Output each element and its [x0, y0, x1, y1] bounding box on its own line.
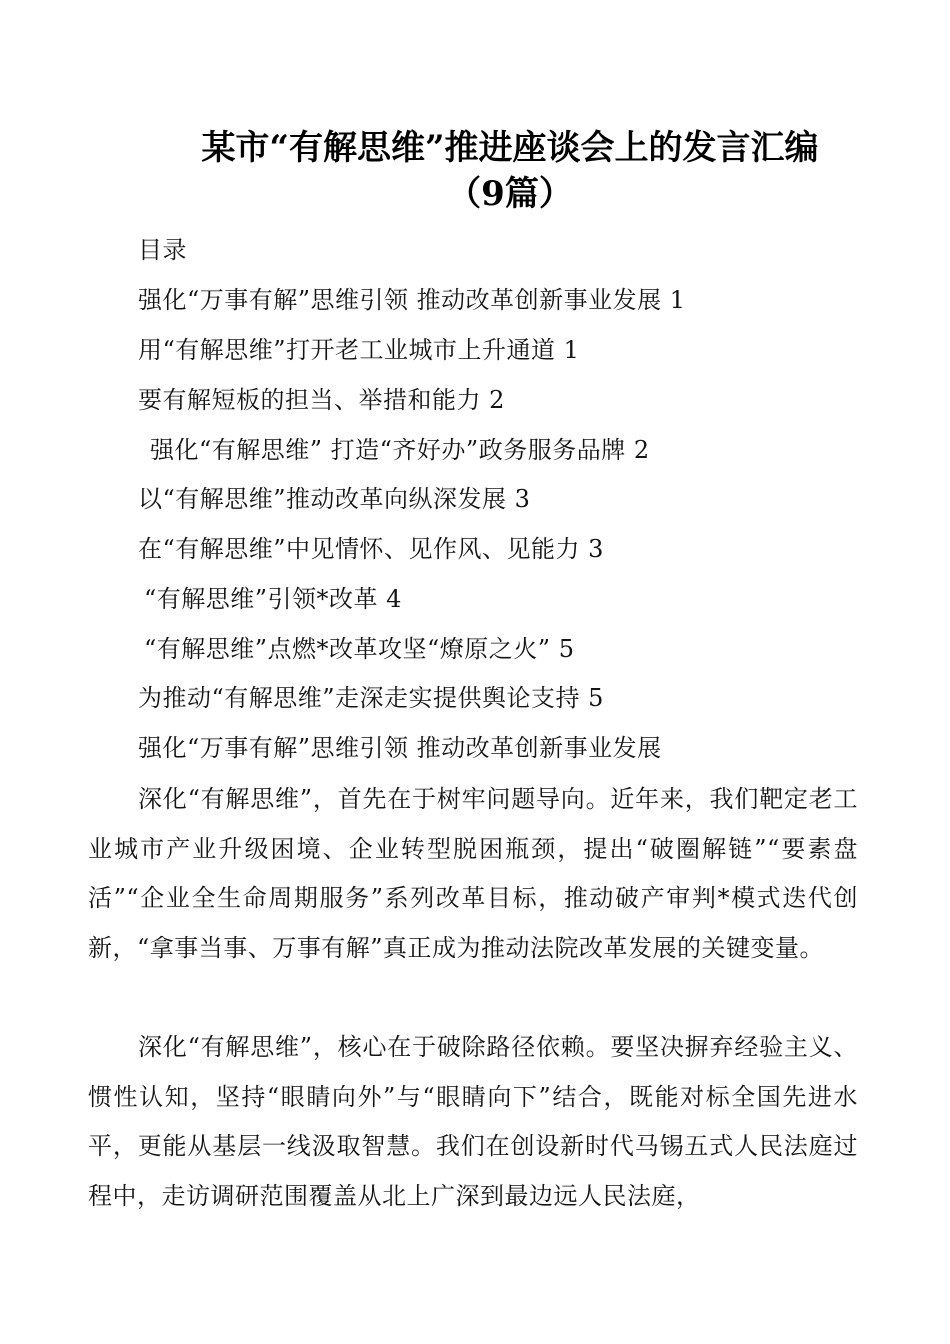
toc-item: 以“有解思维”推动改革向纵深发展 3 — [138, 485, 531, 513]
toc-heading: 目录 — [138, 236, 187, 264]
toc-item: 用“有解思维”打开老工业城市上升通道 1 — [138, 336, 580, 364]
document-title-count: （9篇） — [447, 174, 573, 214]
body-paragraph: 深化“有解思维”，首先在于树牢问题导向。近年来，我们靶定老工业城市产业升级困境、企业转型脱困瓶颈，提出“破圈解链”“要素盘活”“企业全生命周期服务”系列改革目标，推动破产审判*模式迭代创新，“拿事当事、万事有解”真正成为推动法院改革发展的关键变量。 — [88, 785, 858, 962]
toc-item: 要有解短板的担当、举措和能力 2 — [138, 386, 505, 414]
section-heading: 强化“万事有解”思维引领 推动改革创新事业发展 — [138, 734, 662, 762]
toc-item: 强化“万事有解”思维引领 推动改革创新事业发展 1 — [138, 286, 686, 314]
toc-item: “有解思维”引领*改革 4 — [144, 585, 402, 613]
toc-item: 强化“有解思维” 打造“齐好办”政务服务品牌 2 — [150, 436, 650, 464]
toc-item: 在“有解思维”中见情怀、见作风、见能力 3 — [138, 535, 604, 563]
toc-item: “有解思维”点燃*改革攻坚“燎原之火” 5 — [144, 635, 575, 663]
body-paragraph: 深化“有解思维”，核心在于破除路径依赖。要坚决摒弃经验主义、惯性认知，坚持“眼睛向外”与“眼睛向下”结合，既能对标全国先进水平，更能从基层一线汲取智慧。我们在创设新时代马锡五式人民法庭过程中，走访调研范围覆盖从北上广深到最边远人民法庭， — [88, 1033, 858, 1210]
toc-item: 为推动“有解思维”走深走实提供舆论支持 5 — [138, 684, 604, 712]
document-title: 某市“有解思维”推进座谈会上的发言汇编 — [201, 128, 819, 168]
